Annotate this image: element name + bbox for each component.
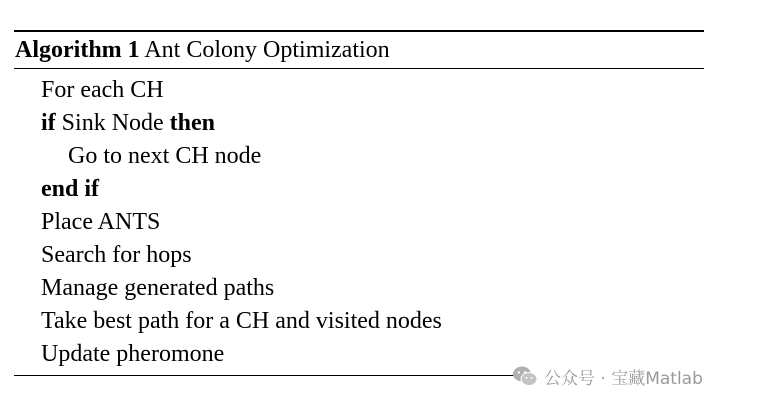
statement-text: Take best path for a CH and visited nodes: [41, 308, 442, 334]
algorithm-line: [14, 107, 704, 140]
statement-text: Update pheromone: [41, 341, 225, 367]
algorithm-number: Algorithm 1: [15, 37, 140, 63]
algorithm-block: [14, 30, 704, 376]
keyword: then: [169, 110, 216, 136]
algorithm-line: [14, 206, 704, 239]
statement-text: Search for hops: [41, 242, 192, 268]
algorithm-line: [14, 239, 704, 272]
watermark: [512, 362, 703, 390]
statement-text: Manage generated paths: [41, 275, 275, 301]
statement-text: Sink Node: [55, 110, 170, 136]
algorithm-line: [14, 74, 704, 107]
bottom-rule: [14, 375, 514, 376]
statement-text: Go to next CH node: [68, 143, 262, 169]
statement-text: Place ANTS: [41, 209, 161, 235]
algorithm-line: [14, 140, 704, 173]
keyword: if: [41, 110, 56, 136]
watermark-text: 公众号 · 宝藏Matlab: [544, 368, 703, 389]
algorithm-line: [14, 305, 704, 338]
algorithm-title: Ant Colony Optimization: [144, 37, 390, 63]
wechat-icon: [512, 365, 538, 387]
algorithm-line: [14, 173, 704, 206]
keyword: end if: [41, 176, 100, 202]
algorithm-body: [14, 69, 704, 375]
statement-text: For each CH: [41, 77, 164, 103]
algorithm-line: [14, 272, 704, 305]
algorithm-caption: [14, 32, 704, 68]
